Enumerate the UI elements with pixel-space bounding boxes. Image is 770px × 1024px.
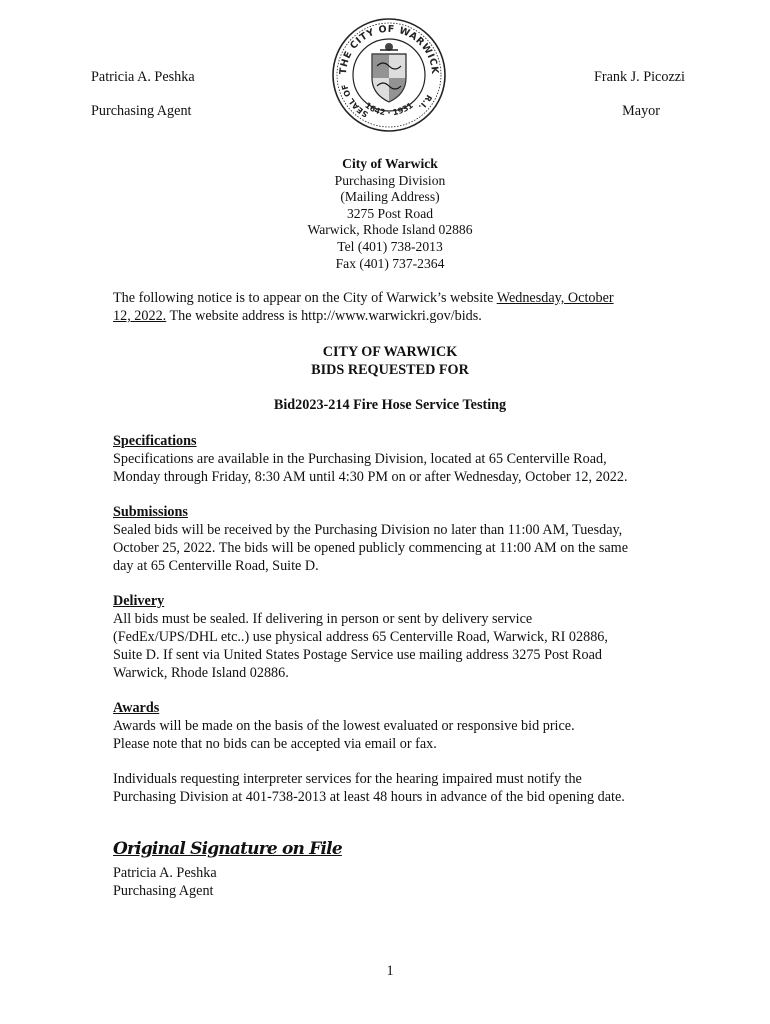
purchasing-agent-name: Patricia A. Peshka (91, 69, 195, 85)
signatory-name: Patricia A. Peshka (113, 865, 217, 881)
delivery-line: (FedEx/UPS/DHL etc..) use physical address 65 Centerville Road, Warwick, RI 02886, (113, 629, 608, 645)
mayor-name: Frank J. Picozzi (593, 69, 685, 85)
purchasing-agent-title: Purchasing Agent (91, 103, 192, 119)
bid-title: Bid2023-214 Fire Hose Service Testing (273, 397, 507, 413)
headline-line-2: BIDS REQUESTED FOR (311, 362, 469, 378)
awards-line: Awards will be made on the basis of the lowest evaluated or responsive bid price. (113, 718, 575, 734)
notice-date-part-2: 12, 2022. (113, 308, 167, 324)
specifications-line: Monday through Friday, 8:30 AM until 4:30 PM on or after Wednesday, October 12, 2022. (113, 469, 628, 485)
delivery-section (113, 592, 673, 682)
interpreter-notice (113, 770, 673, 806)
interpreter-line: Individuals requesting interpreter services for the hearing impaired must notify the (113, 771, 582, 787)
mailing-label: (Mailing Address) (340, 189, 440, 205)
awards-line: Please note that no bids can be accepted via email or fax. (113, 736, 437, 752)
page-number: 1 (386, 963, 394, 979)
delivery-heading: Delivery (113, 593, 165, 609)
signatory-title: Purchasing Agent (113, 883, 214, 899)
division-name: Purchasing Division (334, 172, 446, 188)
awards-section (113, 699, 673, 753)
submissions-line: October 25, 2022. The bids will be opened publicly commencing at 11:00 AM on the same (113, 540, 628, 556)
awards-heading: Awards (113, 700, 160, 716)
telephone: Tel (401) 738-2013 (337, 238, 443, 254)
submissions-line: Sealed bids will be received by the Purchasing Division no later than 11:00 AM, Tuesday, (113, 522, 623, 538)
delivery-line: Suite D. If sent via United States Postage Service use mailing address 3275 Post Road (113, 647, 603, 663)
submissions-line: day at 65 Centerville Road, Suite D. (113, 558, 319, 574)
city-state-zip: Warwick, Rhode Island 02886 (307, 222, 473, 238)
notice-prefix: The following notice is to appear on the City of Warwick’s website (113, 290, 497, 306)
bids-headline (0, 343, 770, 379)
svg-text:1642 · 1931 (363, 101, 415, 118)
specifications-heading: Specifications (113, 433, 197, 449)
submissions-section (113, 503, 673, 575)
specifications-line: Specifications are available in the Purchasing Division, located at 65 Centerville Road, (113, 451, 607, 467)
headline-line-1: CITY OF WARWICK (322, 344, 458, 360)
street-address: 3275 Post Road (346, 205, 434, 221)
specifications-section (113, 432, 673, 486)
notice-date-part-1: Wednesday, October (496, 290, 614, 306)
seal-top-text: THE CITY OF WARWICK (337, 23, 441, 75)
city-seal-logo (330, 16, 448, 134)
fax: Fax (401) 737-2364 (335, 255, 445, 271)
website-notice (113, 289, 673, 325)
seal-bottom-text: 1642 · 1931 (363, 100, 415, 118)
interpreter-line: Purchasing Division at 401-738-2013 at least 48 hours in advance of the bid opening date. (113, 789, 625, 805)
delivery-line: All bids must be sealed. If delivering in person or sent by delivery service (113, 611, 533, 627)
signature-block (113, 864, 217, 900)
organization-name: City of Warwick (342, 156, 438, 171)
address-block (0, 156, 770, 272)
seal-left-text: SEAL OF (340, 83, 370, 119)
delivery-line: Warwick, Rhode Island 02886. (113, 665, 289, 681)
seal-right-text: R.I. (416, 93, 434, 112)
submissions-heading: Submissions (113, 504, 188, 520)
signature-line: Original Signature on File (113, 839, 342, 859)
mayor-title: Mayor (622, 103, 660, 119)
notice-suffix: The website address is http://www.warwickri.gov/bids. (166, 308, 482, 324)
